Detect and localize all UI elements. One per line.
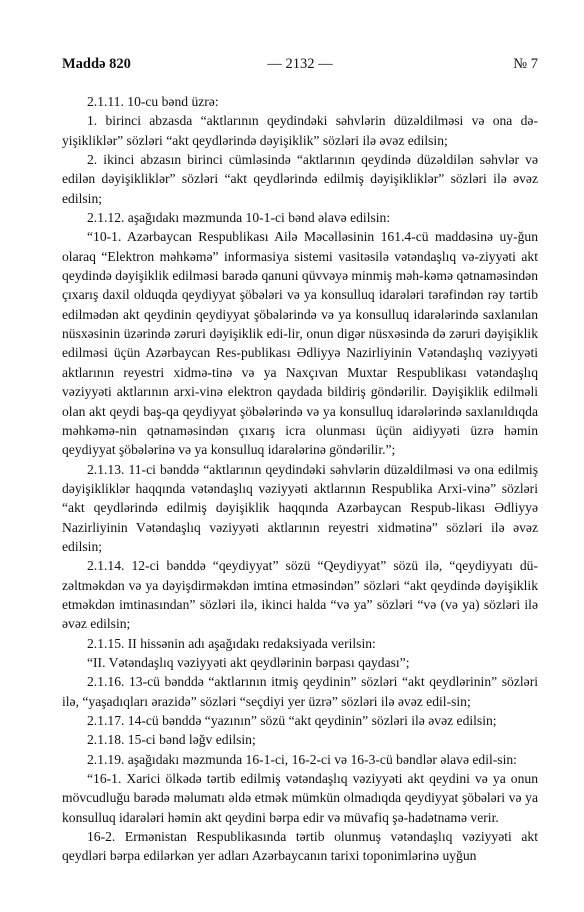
paragraph: 2. ikinci abzasın birinci cümləsində “aktlarının qeydində düzəldilən səhvlər və edilən dəyişikliklər” sözləri “akt qeydlərində edilmiş dəyişikliklər” sözləri ilə əvəz edilsin; xyxy=(62,152,538,206)
paragraph: 2.1.18. 15-ci bənd ləğv edilsin; xyxy=(87,732,256,748)
issue-number: № 7 xyxy=(513,56,538,72)
article-number: Maddə 820 xyxy=(62,56,131,72)
paragraph: “10-1. Azərbaycan Respublikası Ailə Məcəlləsinin 161.4-cü maddəsinə uy-ğun olaraq “Elektron məhkəmə” informasiya sistemi vasitəsilə vətəndaşlıq və-ziyyəti akt qeydində dəyişiklik edilməsi barədə qanuni qüvvəyə minmiş məh-kəmə qətnaməsindən çıxarış daxil olduqda qeydiyyat şöbələri və ya konsulluq idarələri tərəfindən rəy tərtib edilmədən akt qeydinin qeydiyyat şöbələrində və ya konsulluq idarələrində saxlanılan nüsxəsinin üzərində zəruri dəyişiklik edi-lir, onun digər nüsxəsində də zəruri dəyişiklik edilməsi üçün Azərbaycan Res-publikası Ədliyyə Nazirliyinin Vətəndaşlıq vəziyyəti aktlarının reyestri xidmə-tinə və ya Naxçıvan Muxtar Respublikası vətəndaşlıq vəziyyəti aktlarının arxi-vinə elektron qaydada bildiriş göndərilir. Dəyişiklik edilməli olan akt qeydi baş-qa qeydiyyat şöbələrində və ya konsulluq idarələrində saxlanıldıqda məhkəmə-nin qətnaməsindən çıxarış icra olunması üçün aidiyyəti üzrə həmin qeydiyyat şöbələrinə və ya konsulluq idarələrinə göndərilir.”; xyxy=(62,229,538,458)
paragraph: 16-2. Ermənistan Respublikasında tərtib olunmuş vətəndaşlıq vəziyyəti akt qeydləri bərpa edilərkən yer adları Azərbaycanın tarixi toponimlərinə uyğun xyxy=(62,829,538,864)
paragraph: “II. Vətəndaşlıq vəziyyəti akt qeydlərinin bərpası qaydası”; xyxy=(87,654,410,670)
paragraph: “16-1. Xarici ölkədə tərtib edilmiş vətəndaşlıq vəziyyəti akt qeydini və ya onun mövcudluğu barədə məlumatı əldə etmək mümkün olmadıqda qeydiyyat şöbələri və ya konsulluq idarələri həmin akt qeydini bərpa edir və müvafiq şə-hadətnamə verir. xyxy=(62,771,538,825)
paragraph: 2.1.14. 12-ci bənddə “qeydiyyat” sözü “Qeydiyyat” sözü ilə, “qeydiyyatı dü-zəltməkdən və ya dəyişdirməkdən imtina etməsindən” sözləri “akt qeydində dəyişiklik etməkdən imtinasından” sözləri ilə, ikinci halda “və ya” sözləri “və (və ya) sözləri ilə əvəz edilsin; xyxy=(62,558,538,632)
page-number: — 2132 — xyxy=(267,56,333,72)
page-header xyxy=(62,56,538,78)
paragraph: 2.1.19. aşağıdakı məzmunda 16-1-ci, 16-2-ci və 16-3-cü bəndlər əlavə edil-sin: xyxy=(87,751,517,767)
paragraph: 2.1.16. 13-cü bənddə “aktlarının itmiş qeydinin” sözləri “akt qeydlərinin” sözləri ilə, “yaşadıqları ərazidə” sözləri “seçdiyi yer üzrə” sözləri ilə əvəz edil-sin; xyxy=(62,674,538,709)
paragraph: 2.1.17. 14-cü bənddə “yazının” sözü “akt qeydinin” sözləri ilə əvəz edilsin; xyxy=(87,713,497,728)
paragraph: 2.1.13. 11-ci bənddə “aktlarının qeydindəki səhvlərin düzəldilməsi və ona edilmiş dəyişikliklər haqqında vətəndaşlıq vəziyyəti aktlarının Respublika Arxi-vinə” sözləri “akt qeydlərində edilmiş dəyişiklik haqqında Azərbaycan Respub-likası Ədliyyə Nazirliyinin Vətəndaşlıq vəziyyəti aktlarının reyestri xidmətinə” sözləri ilə əvəz edilsin; xyxy=(62,461,538,554)
paragraph: 1. birinci abzasda “aktlarının qeydindəki səhvlərin düzəldilməsi və ona də-yişikliklər” sözləri “akt qeydlərində dəyişiklik” sözləri ilə əvəz edilsin; xyxy=(62,113,538,148)
paragraph: 2.1.11. 10-cu bənd üzrə: xyxy=(87,94,219,109)
paragraph: 2.1.12. aşağıdakı məzmunda 10-1-ci bənd əlavə edilsin: xyxy=(87,210,391,226)
paragraph: 2.1.15. II hissənin adı aşağıdakı redaksiyada verilsin: xyxy=(87,635,376,651)
document-body xyxy=(62,92,538,866)
